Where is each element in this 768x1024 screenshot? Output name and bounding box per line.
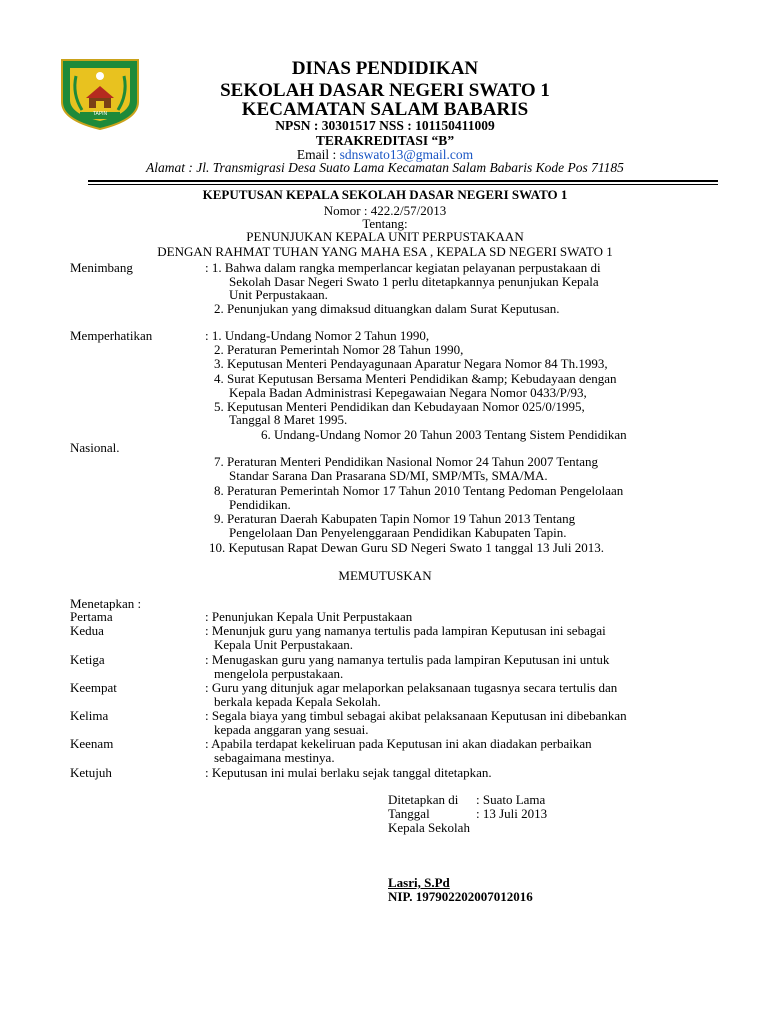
menetapkan-item-label: Pertama <box>70 609 113 624</box>
menetapkan-item-label: Keenam <box>70 736 114 751</box>
menetapkan-item-text: : Keputusan ini mulai berlaku sejak tanggal ditetapkan. <box>205 765 492 780</box>
memperhatikan-line: Pengelolaan Dan Penyelenggaraan Pendidikan Kabupaten Tapin. <box>229 525 567 540</box>
menetapkan-item-text: sebagaimana mestinya. <box>214 750 335 765</box>
header-akreditasi: TERAKREDITASI “B” <box>315 133 455 148</box>
ditetapkan-value: : Suato Lama <box>476 792 546 807</box>
menetapkan-item-label: Ketujuh <box>70 765 112 780</box>
header-npsn: NPSN : 30301517 NSS : 101150411009 <box>275 118 495 133</box>
logo-caption: TAPIN <box>92 111 108 117</box>
tanggal-value: : 13 Juli 2013 <box>476 806 548 821</box>
memutuskan-heading: MEMUTUSKAN <box>338 568 432 583</box>
memperhatikan-line: 8. Peraturan Pemerintah Nomor 17 Tahun 2010 Tentang Pedoman Pengelolaan <box>214 483 624 498</box>
header-divider-thin <box>88 184 718 185</box>
menetapkan-item-text: berkala kepada Kepala Sekolah. <box>214 694 381 709</box>
memperhatikan-line: Kepala Badan Administrasi Kepegawaian Negara Nomor 0433/P/93, <box>229 385 587 400</box>
menimbang-line: : 1. Bahwa dalam rangka memperlancar kegiatan pelayanan perpustakaan di <box>205 260 601 275</box>
menetapkan-item-label: Ketiga <box>70 652 105 667</box>
school-logo <box>58 58 142 130</box>
menimbang-line: Sekolah Dasar Negeri Swato 1 perlu ditetapkannya penunjukan Kepala <box>229 274 599 289</box>
memperhatikan-line: 4. Surat Keputusan Bersama Menteri Pendidikan &amp; Kebudayaan dengan <box>214 371 617 386</box>
decree-number: Nomor : 422.2/57/2013 <box>323 203 447 218</box>
header-line-2: SEKOLAH DASAR NEGERI SWATO 1 <box>220 80 550 101</box>
menetapkan-item-text: : Segala biaya yang timbul sebagai akibat pelaksanaan Keputusan ini dibebankan <box>205 708 627 723</box>
menetapkan-item-text: : Menunjuk guru yang namanya tertulis pada lampiran Keputusan ini sebagai <box>205 623 606 638</box>
header-address: Alamat : Jl. Transmigrasi Desa Suato Lama Kecamatan Salam Babaris Kode Pos 71185 <box>146 160 624 175</box>
email-link[interactable]: sdnswato13@gmail.com <box>339 147 474 162</box>
memperhatikan-line: 3. Keputusan Menteri Pendayagunaan Aparatur Negara Nomor 84 Th.1993, <box>214 356 608 371</box>
menetapkan-item-label: Keempat <box>70 680 117 695</box>
memperhatikan-line: Nasional. <box>70 440 120 455</box>
menetapkan-item-text: kepada anggaran yang sesuai. <box>214 722 369 737</box>
memperhatikan-line: Pendidikan. <box>229 497 291 512</box>
menetapkan-item-text: : Apabila terdapat kekeliruan pada Keputusan ini akan diadakan perbaikan <box>205 736 592 751</box>
jabatan: Kepala Sekolah <box>388 820 470 835</box>
decree-title: KEPUTUSAN KEPALA SEKOLAH DASAR NEGERI SWATO 1 <box>202 187 568 202</box>
menimbang-label: Menimbang <box>70 260 133 275</box>
decree-subject: PENUNJUKAN KEPALA UNIT PERPUSTAKAAN <box>246 229 524 244</box>
memperhatikan-line: 2. Peraturan Pemerintah Nomor 28 Tahun 1990, <box>214 342 464 357</box>
memperhatikan-line: 6. Undang-Undang Nomor 20 Tahun 2003 Tentang Sistem Pendidikan <box>261 427 627 442</box>
email-label: Email : <box>296 147 340 162</box>
decree-preamble: DENGAN RAHMAT TUHAN YANG MAHA ESA , KEPALA SD NEGERI SWATO 1 <box>157 244 613 259</box>
menetapkan-item-label: Kelima <box>70 708 109 723</box>
memperhatikan-label: Memperhatikan <box>70 328 153 343</box>
menimbang-line: 2. Penunjukan yang dimaksud dituangkan dalam Surat Keputusan. <box>214 301 560 316</box>
menetapkan-item-text: : Menugaskan guru yang namanya tertulis pada lampiran Keputusan ini untuk <box>205 652 610 667</box>
menetapkan-label: Menetapkan : <box>70 596 142 611</box>
memperhatikan-line: Tanggal 8 Maret 1995. <box>229 412 348 427</box>
menetapkan-item-text: : Guru yang ditunjuk agar melaporkan pelaksanaan tugasnya secara tertulis dan <box>205 680 618 695</box>
header-divider-thick <box>88 180 718 182</box>
memperhatikan-line: : 1. Undang-Undang Nomor 2 Tahun 1990, <box>205 328 430 343</box>
signatory-name: Lasri, S.Pd <box>388 875 450 890</box>
ditetapkan-label: Ditetapkan di <box>388 792 459 807</box>
menetapkan-item-text: : Penunjukan Kepala Unit Perpustakaan <box>205 609 413 624</box>
menetapkan-item-label: Kedua <box>70 623 104 638</box>
tanggal-label: Tanggal <box>388 806 430 821</box>
menimbang-line: Unit Perpustakaan. <box>229 287 328 302</box>
menetapkan-item-text: Kepala Unit Perpustakaan. <box>214 637 353 652</box>
signatory-nip: NIP. 197902202007012016 <box>388 889 533 904</box>
memperhatikan-line: 10. Keputusan Rapat Dewan Guru SD Negeri Swato 1 tanggal 13 Juli 2013. <box>209 540 604 555</box>
header-line-3: KECAMATAN SALAM BABARIS <box>241 99 529 120</box>
header-line-1: DINAS PENDIDIKAN <box>291 58 479 79</box>
memperhatikan-line: 9. Peraturan Daerah Kabupaten Tapin Nomor 19 Tahun 2013 Tentang <box>214 511 576 526</box>
memperhatikan-line: 5. Keputusan Menteri Pendidikan dan Kebudayaan Nomor 025/0/1995, <box>214 399 585 414</box>
memperhatikan-line: 7. Peraturan Menteri Pendidikan Nasional Nomor 24 Tahun 2007 Tentang <box>214 454 599 469</box>
menetapkan-item-text: mengelola perpustakaan. <box>214 666 344 681</box>
decree-tentang: Tentang: <box>362 216 408 231</box>
memperhatikan-line: Standar Sarana Dan Prasarana SD/MI, SMP/MTs, SMA/MA. <box>229 468 548 483</box>
